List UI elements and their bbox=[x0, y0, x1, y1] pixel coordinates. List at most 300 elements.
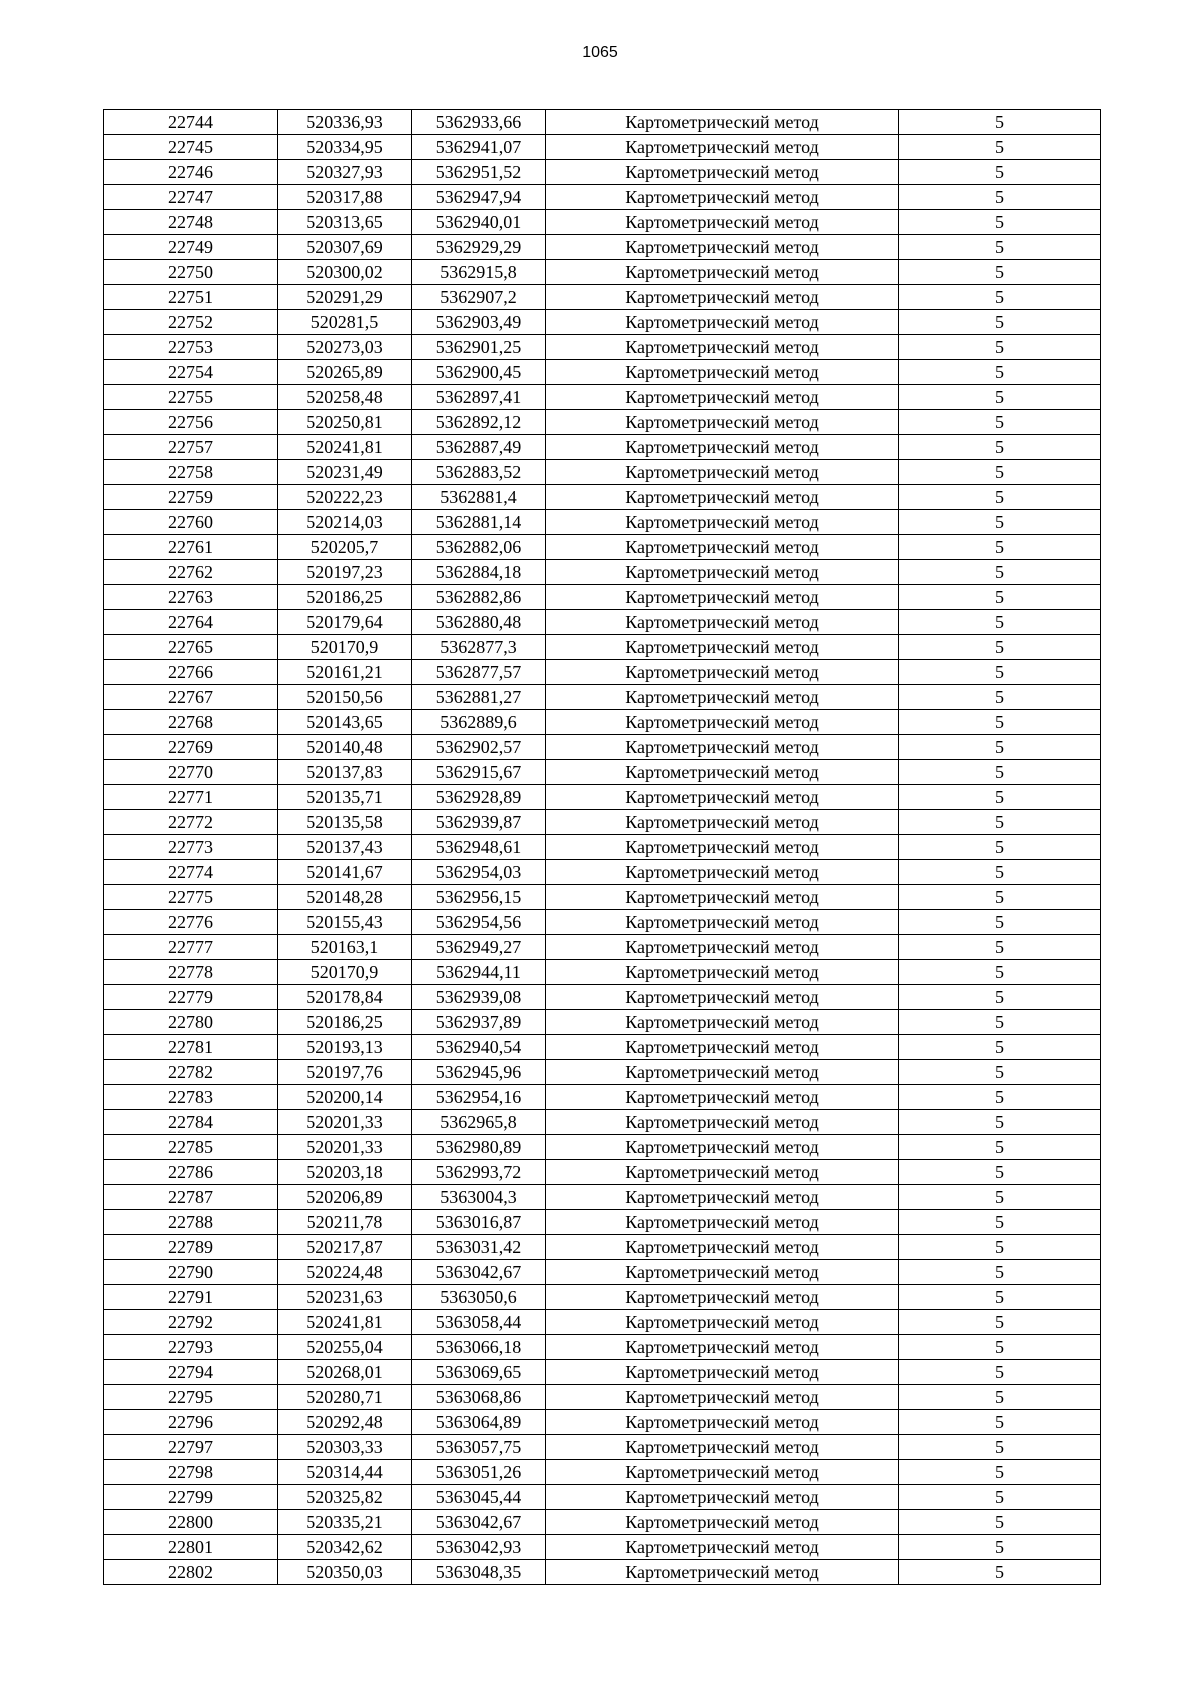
method-cell: Картометрический метод bbox=[546, 435, 899, 460]
table-row bbox=[104, 810, 1101, 835]
x-coordinate-cell: 520241,81 bbox=[278, 1310, 412, 1335]
table-row bbox=[104, 135, 1101, 160]
point-number-cell: 22797 bbox=[104, 1435, 278, 1460]
y-coordinate-cell: 5362944,11 bbox=[412, 960, 546, 985]
x-coordinate-cell: 520334,95 bbox=[278, 135, 412, 160]
method-cell: Картометрический метод bbox=[546, 985, 899, 1010]
x-coordinate-cell: 520217,87 bbox=[278, 1235, 412, 1260]
method-cell: Картометрический метод bbox=[546, 1310, 899, 1335]
accuracy-cell: 5 bbox=[899, 260, 1101, 285]
accuracy-cell: 5 bbox=[899, 985, 1101, 1010]
accuracy-cell: 5 bbox=[899, 435, 1101, 460]
method-cell: Картометрический метод bbox=[546, 1085, 899, 1110]
point-number-cell: 22751 bbox=[104, 285, 278, 310]
y-coordinate-cell: 5362915,8 bbox=[412, 260, 546, 285]
y-coordinate-cell: 5363050,6 bbox=[412, 1285, 546, 1310]
point-number-cell: 22749 bbox=[104, 235, 278, 260]
point-number-cell: 22799 bbox=[104, 1485, 278, 1510]
point-number-cell: 22746 bbox=[104, 160, 278, 185]
y-coordinate-cell: 5363057,75 bbox=[412, 1435, 546, 1460]
x-coordinate-cell: 520222,23 bbox=[278, 485, 412, 510]
point-number-cell: 22785 bbox=[104, 1135, 278, 1160]
table-row bbox=[104, 110, 1101, 135]
x-coordinate-cell: 520280,71 bbox=[278, 1385, 412, 1410]
point-number-cell: 22791 bbox=[104, 1285, 278, 1310]
accuracy-cell: 5 bbox=[899, 660, 1101, 685]
y-coordinate-cell: 5362877,3 bbox=[412, 635, 546, 660]
point-number-cell: 22774 bbox=[104, 860, 278, 885]
accuracy-cell: 5 bbox=[899, 735, 1101, 760]
method-cell: Картометрический метод bbox=[546, 1410, 899, 1435]
accuracy-cell: 5 bbox=[899, 585, 1101, 610]
point-number-cell: 22779 bbox=[104, 985, 278, 1010]
point-number-cell: 22801 bbox=[104, 1535, 278, 1560]
point-number-cell: 22748 bbox=[104, 210, 278, 235]
x-coordinate-cell: 520200,14 bbox=[278, 1085, 412, 1110]
table-row bbox=[104, 710, 1101, 735]
method-cell: Картометрический метод bbox=[546, 1210, 899, 1235]
accuracy-cell: 5 bbox=[899, 1510, 1101, 1535]
x-coordinate-cell: 520335,21 bbox=[278, 1510, 412, 1535]
x-coordinate-cell: 520300,02 bbox=[278, 260, 412, 285]
x-coordinate-cell: 520178,84 bbox=[278, 985, 412, 1010]
accuracy-cell: 5 bbox=[899, 235, 1101, 260]
y-coordinate-cell: 5362882,06 bbox=[412, 535, 546, 560]
method-cell: Картометрический метод bbox=[546, 810, 899, 835]
point-number-cell: 22744 bbox=[104, 110, 278, 135]
accuracy-cell: 5 bbox=[899, 960, 1101, 985]
table-row bbox=[104, 260, 1101, 285]
table-row bbox=[104, 960, 1101, 985]
table-row bbox=[104, 860, 1101, 885]
x-coordinate-cell: 520201,33 bbox=[278, 1110, 412, 1135]
accuracy-cell: 5 bbox=[899, 1435, 1101, 1460]
y-coordinate-cell: 5362980,89 bbox=[412, 1135, 546, 1160]
method-cell: Картометрический метод bbox=[546, 1035, 899, 1060]
table-row bbox=[104, 1310, 1101, 1335]
method-cell: Картометрический метод bbox=[546, 135, 899, 160]
accuracy-cell: 5 bbox=[899, 135, 1101, 160]
accuracy-cell: 5 bbox=[899, 535, 1101, 560]
x-coordinate-cell: 520241,81 bbox=[278, 435, 412, 460]
y-coordinate-cell: 5362947,94 bbox=[412, 185, 546, 210]
accuracy-cell: 5 bbox=[899, 1210, 1101, 1235]
point-number-cell: 22800 bbox=[104, 1510, 278, 1535]
x-coordinate-cell: 520201,33 bbox=[278, 1135, 412, 1160]
x-coordinate-cell: 520205,7 bbox=[278, 535, 412, 560]
method-cell: Картометрический метод bbox=[546, 1285, 899, 1310]
method-cell: Картометрический метод bbox=[546, 1235, 899, 1260]
table-row bbox=[104, 735, 1101, 760]
table-row bbox=[104, 1235, 1101, 1260]
table-row bbox=[104, 585, 1101, 610]
point-number-cell: 22759 bbox=[104, 485, 278, 510]
accuracy-cell: 5 bbox=[899, 885, 1101, 910]
method-cell: Картометрический метод bbox=[546, 910, 899, 935]
table-row bbox=[104, 1135, 1101, 1160]
accuracy-cell: 5 bbox=[899, 785, 1101, 810]
y-coordinate-cell: 5362882,86 bbox=[412, 585, 546, 610]
method-cell: Картометрический метод bbox=[546, 1560, 899, 1585]
method-cell: Картометрический метод bbox=[546, 660, 899, 685]
x-coordinate-cell: 520327,93 bbox=[278, 160, 412, 185]
x-coordinate-cell: 520307,69 bbox=[278, 235, 412, 260]
y-coordinate-cell: 5362877,57 bbox=[412, 660, 546, 685]
x-coordinate-cell: 520148,28 bbox=[278, 885, 412, 910]
x-coordinate-cell: 520250,81 bbox=[278, 410, 412, 435]
x-coordinate-cell: 520197,23 bbox=[278, 560, 412, 585]
method-cell: Картометрический метод bbox=[546, 560, 899, 585]
point-number-cell: 22768 bbox=[104, 710, 278, 735]
method-cell: Картометрический метод bbox=[546, 535, 899, 560]
point-number-cell: 22745 bbox=[104, 135, 278, 160]
method-cell: Картометрический метод bbox=[546, 1160, 899, 1185]
accuracy-cell: 5 bbox=[899, 1535, 1101, 1560]
table-row bbox=[104, 1060, 1101, 1085]
y-coordinate-cell: 5362897,41 bbox=[412, 385, 546, 410]
y-coordinate-cell: 5363016,87 bbox=[412, 1210, 546, 1235]
accuracy-cell: 5 bbox=[899, 1410, 1101, 1435]
method-cell: Картометрический метод bbox=[546, 285, 899, 310]
method-cell: Картометрический метод bbox=[546, 1260, 899, 1285]
point-number-cell: 22793 bbox=[104, 1335, 278, 1360]
x-coordinate-cell: 520292,48 bbox=[278, 1410, 412, 1435]
method-cell: Картометрический метод bbox=[546, 1360, 899, 1385]
accuracy-cell: 5 bbox=[899, 360, 1101, 385]
accuracy-cell: 5 bbox=[899, 1485, 1101, 1510]
x-coordinate-cell: 520206,89 bbox=[278, 1185, 412, 1210]
x-coordinate-cell: 520281,5 bbox=[278, 310, 412, 335]
point-number-cell: 22778 bbox=[104, 960, 278, 985]
method-cell: Картометрический метод bbox=[546, 1185, 899, 1210]
x-coordinate-cell: 520161,21 bbox=[278, 660, 412, 685]
y-coordinate-cell: 5363042,67 bbox=[412, 1510, 546, 1535]
table-row bbox=[104, 1260, 1101, 1285]
method-cell: Картометрический метод bbox=[546, 510, 899, 535]
point-number-cell: 22764 bbox=[104, 610, 278, 635]
y-coordinate-cell: 5362881,14 bbox=[412, 510, 546, 535]
accuracy-cell: 5 bbox=[899, 760, 1101, 785]
y-coordinate-cell: 5362940,01 bbox=[412, 210, 546, 235]
accuracy-cell: 5 bbox=[899, 185, 1101, 210]
method-cell: Картометрический метод bbox=[546, 260, 899, 285]
x-coordinate-cell: 520273,03 bbox=[278, 335, 412, 360]
method-cell: Картометрический метод bbox=[546, 1335, 899, 1360]
method-cell: Картометрический метод bbox=[546, 635, 899, 660]
method-cell: Картометрический метод bbox=[546, 760, 899, 785]
y-coordinate-cell: 5363042,93 bbox=[412, 1535, 546, 1560]
point-number-cell: 22782 bbox=[104, 1060, 278, 1085]
method-cell: Картометрический метод bbox=[546, 885, 899, 910]
accuracy-cell: 5 bbox=[899, 1085, 1101, 1110]
x-coordinate-cell: 520224,48 bbox=[278, 1260, 412, 1285]
table-row bbox=[104, 1035, 1101, 1060]
table-row bbox=[104, 410, 1101, 435]
point-number-cell: 22757 bbox=[104, 435, 278, 460]
y-coordinate-cell: 5362907,2 bbox=[412, 285, 546, 310]
point-number-cell: 22787 bbox=[104, 1185, 278, 1210]
method-cell: Картометрический метод bbox=[546, 960, 899, 985]
method-cell: Картометрический метод bbox=[546, 110, 899, 135]
accuracy-cell: 5 bbox=[899, 935, 1101, 960]
x-coordinate-cell: 520137,43 bbox=[278, 835, 412, 860]
y-coordinate-cell: 5362949,27 bbox=[412, 935, 546, 960]
y-coordinate-cell: 5363069,65 bbox=[412, 1360, 546, 1385]
point-number-cell: 22770 bbox=[104, 760, 278, 785]
accuracy-cell: 5 bbox=[899, 285, 1101, 310]
accuracy-cell: 5 bbox=[899, 1010, 1101, 1035]
table-row bbox=[104, 885, 1101, 910]
table-row bbox=[104, 360, 1101, 385]
y-coordinate-cell: 5362903,49 bbox=[412, 310, 546, 335]
point-number-cell: 22792 bbox=[104, 1310, 278, 1335]
x-coordinate-cell: 520265,89 bbox=[278, 360, 412, 385]
point-number-cell: 22776 bbox=[104, 910, 278, 935]
x-coordinate-cell: 520135,58 bbox=[278, 810, 412, 835]
x-coordinate-cell: 520313,65 bbox=[278, 210, 412, 235]
table-row bbox=[104, 1360, 1101, 1385]
y-coordinate-cell: 5363048,35 bbox=[412, 1560, 546, 1585]
x-coordinate-cell: 520258,48 bbox=[278, 385, 412, 410]
table-row bbox=[104, 610, 1101, 635]
y-coordinate-cell: 5363068,86 bbox=[412, 1385, 546, 1410]
point-number-cell: 22769 bbox=[104, 735, 278, 760]
accuracy-cell: 5 bbox=[899, 1060, 1101, 1085]
method-cell: Картометрический метод bbox=[546, 1060, 899, 1085]
x-coordinate-cell: 520317,88 bbox=[278, 185, 412, 210]
x-coordinate-cell: 520163,1 bbox=[278, 935, 412, 960]
y-coordinate-cell: 5362883,52 bbox=[412, 460, 546, 485]
x-coordinate-cell: 520314,44 bbox=[278, 1460, 412, 1485]
x-coordinate-cell: 520255,04 bbox=[278, 1335, 412, 1360]
table-row bbox=[104, 660, 1101, 685]
point-number-cell: 22758 bbox=[104, 460, 278, 485]
method-cell: Картометрический метод bbox=[546, 335, 899, 360]
coordinates-table-body bbox=[104, 110, 1101, 1585]
accuracy-cell: 5 bbox=[899, 810, 1101, 835]
method-cell: Картометрический метод bbox=[546, 585, 899, 610]
accuracy-cell: 5 bbox=[899, 1160, 1101, 1185]
table-row bbox=[104, 910, 1101, 935]
method-cell: Картометрический метод bbox=[546, 1435, 899, 1460]
y-coordinate-cell: 5363066,18 bbox=[412, 1335, 546, 1360]
y-coordinate-cell: 5362929,29 bbox=[412, 235, 546, 260]
y-coordinate-cell: 5362965,8 bbox=[412, 1110, 546, 1135]
x-coordinate-cell: 520150,56 bbox=[278, 685, 412, 710]
point-number-cell: 22790 bbox=[104, 1260, 278, 1285]
accuracy-cell: 5 bbox=[899, 510, 1101, 535]
x-coordinate-cell: 520143,65 bbox=[278, 710, 412, 735]
accuracy-cell: 5 bbox=[899, 1385, 1101, 1410]
accuracy-cell: 5 bbox=[899, 635, 1101, 660]
point-number-cell: 22795 bbox=[104, 1385, 278, 1410]
point-number-cell: 22775 bbox=[104, 885, 278, 910]
method-cell: Картометрический метод bbox=[546, 160, 899, 185]
accuracy-cell: 5 bbox=[899, 385, 1101, 410]
point-number-cell: 22755 bbox=[104, 385, 278, 410]
point-number-cell: 22762 bbox=[104, 560, 278, 585]
y-coordinate-cell: 5362881,4 bbox=[412, 485, 546, 510]
point-number-cell: 22753 bbox=[104, 335, 278, 360]
table-row bbox=[104, 560, 1101, 585]
accuracy-cell: 5 bbox=[899, 1285, 1101, 1310]
method-cell: Картометрический метод bbox=[546, 935, 899, 960]
table-row bbox=[104, 1010, 1101, 1035]
x-coordinate-cell: 520179,64 bbox=[278, 610, 412, 635]
x-coordinate-cell: 520291,29 bbox=[278, 285, 412, 310]
table-row bbox=[104, 335, 1101, 360]
coordinates-table bbox=[103, 109, 1101, 1585]
y-coordinate-cell: 5363064,89 bbox=[412, 1410, 546, 1435]
table-row bbox=[104, 435, 1101, 460]
accuracy-cell: 5 bbox=[899, 310, 1101, 335]
table-row bbox=[104, 210, 1101, 235]
y-coordinate-cell: 5362902,57 bbox=[412, 735, 546, 760]
y-coordinate-cell: 5363031,42 bbox=[412, 1235, 546, 1260]
y-coordinate-cell: 5362900,45 bbox=[412, 360, 546, 385]
accuracy-cell: 5 bbox=[899, 1235, 1101, 1260]
point-number-cell: 22760 bbox=[104, 510, 278, 535]
method-cell: Картометрический метод bbox=[546, 735, 899, 760]
method-cell: Картометрический метод bbox=[546, 610, 899, 635]
table-row bbox=[104, 1085, 1101, 1110]
table-row bbox=[104, 1210, 1101, 1235]
y-coordinate-cell: 5362941,07 bbox=[412, 135, 546, 160]
method-cell: Картометрический метод bbox=[546, 835, 899, 860]
table-row bbox=[104, 1435, 1101, 1460]
method-cell: Картометрический метод bbox=[546, 310, 899, 335]
x-coordinate-cell: 520336,93 bbox=[278, 110, 412, 135]
y-coordinate-cell: 5362889,6 bbox=[412, 710, 546, 735]
y-coordinate-cell: 5362954,56 bbox=[412, 910, 546, 935]
point-number-cell: 22766 bbox=[104, 660, 278, 685]
x-coordinate-cell: 520137,83 bbox=[278, 760, 412, 785]
x-coordinate-cell: 520170,9 bbox=[278, 635, 412, 660]
table-row bbox=[104, 235, 1101, 260]
table-row bbox=[104, 1535, 1101, 1560]
accuracy-cell: 5 bbox=[899, 685, 1101, 710]
y-coordinate-cell: 5363051,26 bbox=[412, 1460, 546, 1485]
y-coordinate-cell: 5363042,67 bbox=[412, 1260, 546, 1285]
point-number-cell: 22781 bbox=[104, 1035, 278, 1060]
method-cell: Картометрический метод bbox=[546, 785, 899, 810]
method-cell: Картометрический метод bbox=[546, 460, 899, 485]
table-row bbox=[104, 535, 1101, 560]
y-coordinate-cell: 5362933,66 bbox=[412, 110, 546, 135]
y-coordinate-cell: 5363058,44 bbox=[412, 1310, 546, 1335]
x-coordinate-cell: 520350,03 bbox=[278, 1560, 412, 1585]
accuracy-cell: 5 bbox=[899, 910, 1101, 935]
table-row bbox=[104, 935, 1101, 960]
point-number-cell: 22783 bbox=[104, 1085, 278, 1110]
y-coordinate-cell: 5362887,49 bbox=[412, 435, 546, 460]
x-coordinate-cell: 520140,48 bbox=[278, 735, 412, 760]
y-coordinate-cell: 5362939,87 bbox=[412, 810, 546, 835]
method-cell: Картометрический метод bbox=[546, 410, 899, 435]
method-cell: Картометрический метод bbox=[546, 1110, 899, 1135]
x-coordinate-cell: 520303,33 bbox=[278, 1435, 412, 1460]
x-coordinate-cell: 520214,03 bbox=[278, 510, 412, 535]
y-coordinate-cell: 5362951,52 bbox=[412, 160, 546, 185]
y-coordinate-cell: 5362945,96 bbox=[412, 1060, 546, 1085]
x-coordinate-cell: 520186,25 bbox=[278, 1010, 412, 1035]
accuracy-cell: 5 bbox=[899, 560, 1101, 585]
table-row bbox=[104, 385, 1101, 410]
y-coordinate-cell: 5363045,44 bbox=[412, 1485, 546, 1510]
accuracy-cell: 5 bbox=[899, 1460, 1101, 1485]
point-number-cell: 22750 bbox=[104, 260, 278, 285]
y-coordinate-cell: 5362954,03 bbox=[412, 860, 546, 885]
table-row bbox=[104, 460, 1101, 485]
x-coordinate-cell: 520268,01 bbox=[278, 1360, 412, 1385]
point-number-cell: 22786 bbox=[104, 1160, 278, 1185]
point-number-cell: 22784 bbox=[104, 1110, 278, 1135]
accuracy-cell: 5 bbox=[899, 160, 1101, 185]
table-row bbox=[104, 1460, 1101, 1485]
x-coordinate-cell: 520197,76 bbox=[278, 1060, 412, 1085]
accuracy-cell: 5 bbox=[899, 835, 1101, 860]
point-number-cell: 22796 bbox=[104, 1410, 278, 1435]
x-coordinate-cell: 520325,82 bbox=[278, 1485, 412, 1510]
table-row bbox=[104, 1160, 1101, 1185]
x-coordinate-cell: 520231,63 bbox=[278, 1285, 412, 1310]
x-coordinate-cell: 520170,9 bbox=[278, 960, 412, 985]
point-number-cell: 22756 bbox=[104, 410, 278, 435]
y-coordinate-cell: 5362948,61 bbox=[412, 835, 546, 860]
accuracy-cell: 5 bbox=[899, 1560, 1101, 1585]
accuracy-cell: 5 bbox=[899, 1185, 1101, 1210]
table-row bbox=[104, 985, 1101, 1010]
table-row bbox=[104, 1410, 1101, 1435]
x-coordinate-cell: 520211,78 bbox=[278, 1210, 412, 1235]
y-coordinate-cell: 5362880,48 bbox=[412, 610, 546, 635]
table-row bbox=[104, 1335, 1101, 1360]
y-coordinate-cell: 5362892,12 bbox=[412, 410, 546, 435]
table-row bbox=[104, 785, 1101, 810]
x-coordinate-cell: 520231,49 bbox=[278, 460, 412, 485]
point-number-cell: 22798 bbox=[104, 1460, 278, 1485]
method-cell: Картометрический метод bbox=[546, 1385, 899, 1410]
point-number-cell: 22761 bbox=[104, 535, 278, 560]
x-coordinate-cell: 520141,67 bbox=[278, 860, 412, 885]
table-row bbox=[104, 685, 1101, 710]
method-cell: Картометрический метод bbox=[546, 1535, 899, 1560]
point-number-cell: 22777 bbox=[104, 935, 278, 960]
method-cell: Картометрический метод bbox=[546, 360, 899, 385]
x-coordinate-cell: 520135,71 bbox=[278, 785, 412, 810]
table-row bbox=[104, 1110, 1101, 1135]
y-coordinate-cell: 5362937,89 bbox=[412, 1010, 546, 1035]
method-cell: Картометрический метод bbox=[546, 210, 899, 235]
y-coordinate-cell: 5362956,15 bbox=[412, 885, 546, 910]
method-cell: Картометрический метод bbox=[546, 235, 899, 260]
table-row bbox=[104, 1510, 1101, 1535]
y-coordinate-cell: 5362881,27 bbox=[412, 685, 546, 710]
method-cell: Картометрический метод bbox=[546, 1510, 899, 1535]
accuracy-cell: 5 bbox=[899, 1135, 1101, 1160]
accuracy-cell: 5 bbox=[899, 1110, 1101, 1135]
table-row bbox=[104, 160, 1101, 185]
accuracy-cell: 5 bbox=[899, 610, 1101, 635]
x-coordinate-cell: 520193,13 bbox=[278, 1035, 412, 1060]
y-coordinate-cell: 5362884,18 bbox=[412, 560, 546, 585]
table-row bbox=[104, 635, 1101, 660]
point-number-cell: 22767 bbox=[104, 685, 278, 710]
method-cell: Картометрический метод bbox=[546, 710, 899, 735]
y-coordinate-cell: 5362901,25 bbox=[412, 335, 546, 360]
point-number-cell: 22754 bbox=[104, 360, 278, 385]
point-number-cell: 22771 bbox=[104, 785, 278, 810]
